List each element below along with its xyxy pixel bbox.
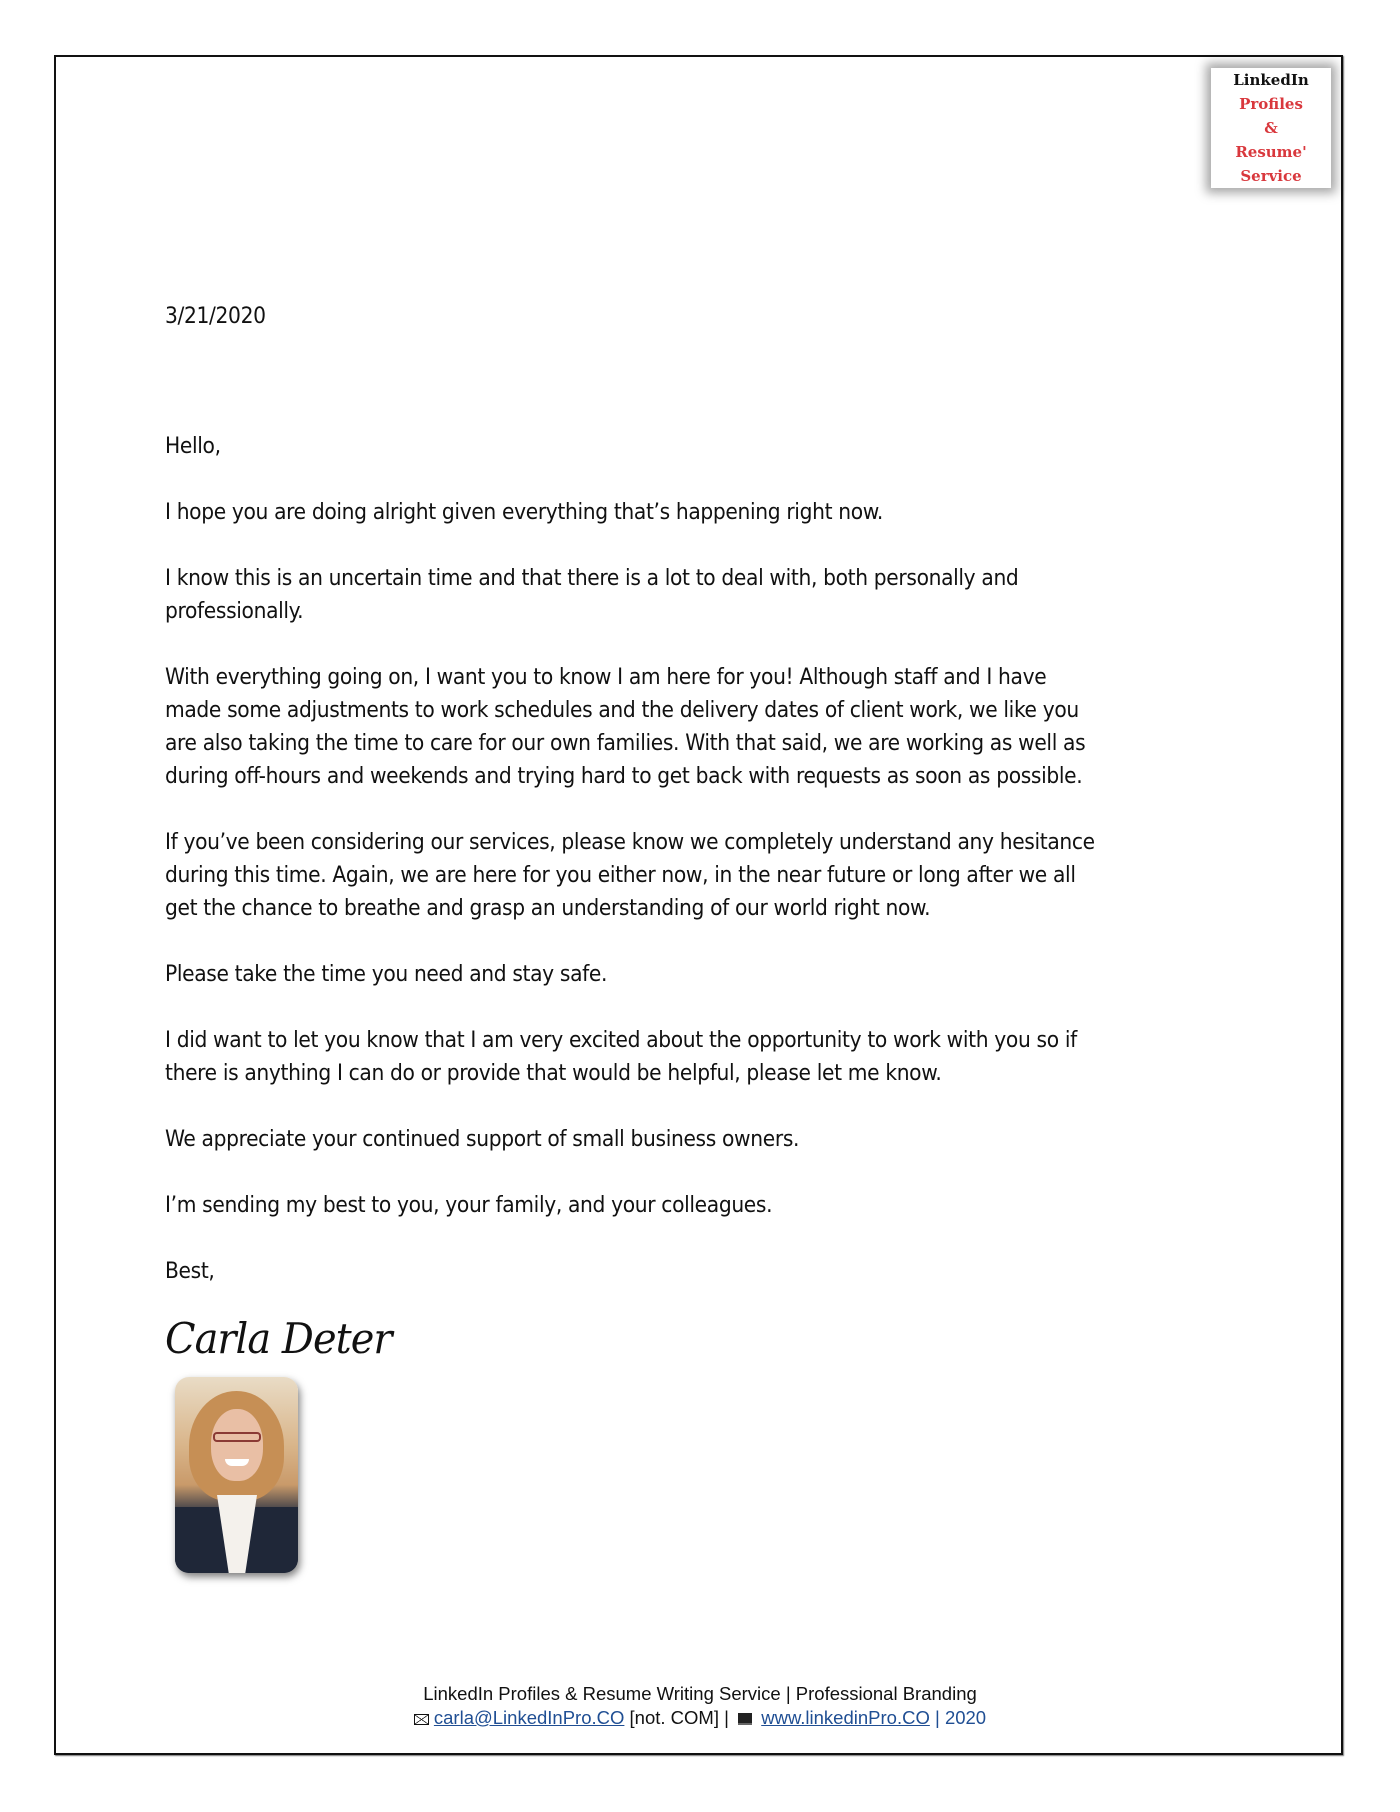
letter-date: 3/21/2020 <box>165 303 266 329</box>
paragraph-line: there is anything I can do or provide that would be helpful, please let me know. <box>165 1060 942 1086</box>
logo-line: Resume' <box>1235 143 1307 161</box>
paragraph-line: made some adjustments to work schedules and the delivery dates of client work, we like you <box>165 697 1079 723</box>
logo-line: Profiles <box>1239 95 1303 113</box>
paragraph-line: If you’ve been considering our services, please know we completely understand any hesitance <box>165 829 1095 855</box>
greeting: Hello, <box>165 433 221 459</box>
paragraph-line: I hope you are doing alright given everything that’s happening right now. <box>165 499 883 525</box>
separator: | <box>929 1707 945 1728</box>
author-photo <box>175 1377 298 1573</box>
envelope-icon <box>414 1714 429 1725</box>
email-link[interactable]: carla@LinkedInPro.CO <box>433 1707 625 1728</box>
paragraph-line: With everything going on, I want you to know I am here for you! Although staff and I have <box>165 664 1047 690</box>
closing: Best, <box>165 1258 215 1284</box>
paragraph-line: professionally. <box>165 598 304 624</box>
paragraph-line: I did want to let you know that I am very excited about the opportunity to work with you so if <box>165 1027 1077 1053</box>
paragraph-line: during off-hours and weekends and trying hard to get back with requests as soon as possible. <box>165 763 1083 789</box>
paragraph-line: I know this is an uncertain time and that there is a lot to deal with, both personally and <box>165 565 1019 591</box>
paragraph-line: We appreciate your continued support of small business owners. <box>165 1126 800 1152</box>
paragraph-line: I’m sending my best to you, your family, and your colleagues. <box>165 1192 773 1218</box>
paragraph-line: are also taking the time to care for our own families. With that said, we are working as well as <box>165 730 1086 756</box>
footer-year: 2020 <box>944 1707 987 1728</box>
logo-line: Service <box>1240 167 1302 185</box>
paragraph-line: Please take the time you need and stay safe. <box>165 961 608 987</box>
logo-line: & <box>1264 119 1278 137</box>
signature: Carla Deter <box>165 1314 392 1363</box>
computer-icon <box>738 1713 752 1725</box>
footer-contact <box>0 1706 1400 1729</box>
footer-tagline: LinkedIn Profiles & Resume Writing Service | Professional Branding <box>423 1683 977 1704</box>
paragraph-line: get the chance to breathe and grasp an understanding of our world right now. <box>165 895 931 921</box>
email-note: [not. COM] | <box>624 1707 735 1728</box>
logo-line: LinkedIn <box>1233 71 1309 89</box>
company-logo <box>1211 68 1331 188</box>
paragraph-line: during this time. Again, we are here for you either now, in the near future or long after we all <box>165 862 1076 888</box>
website-link[interactable]: www.linkedinPro.CO <box>761 1707 930 1728</box>
